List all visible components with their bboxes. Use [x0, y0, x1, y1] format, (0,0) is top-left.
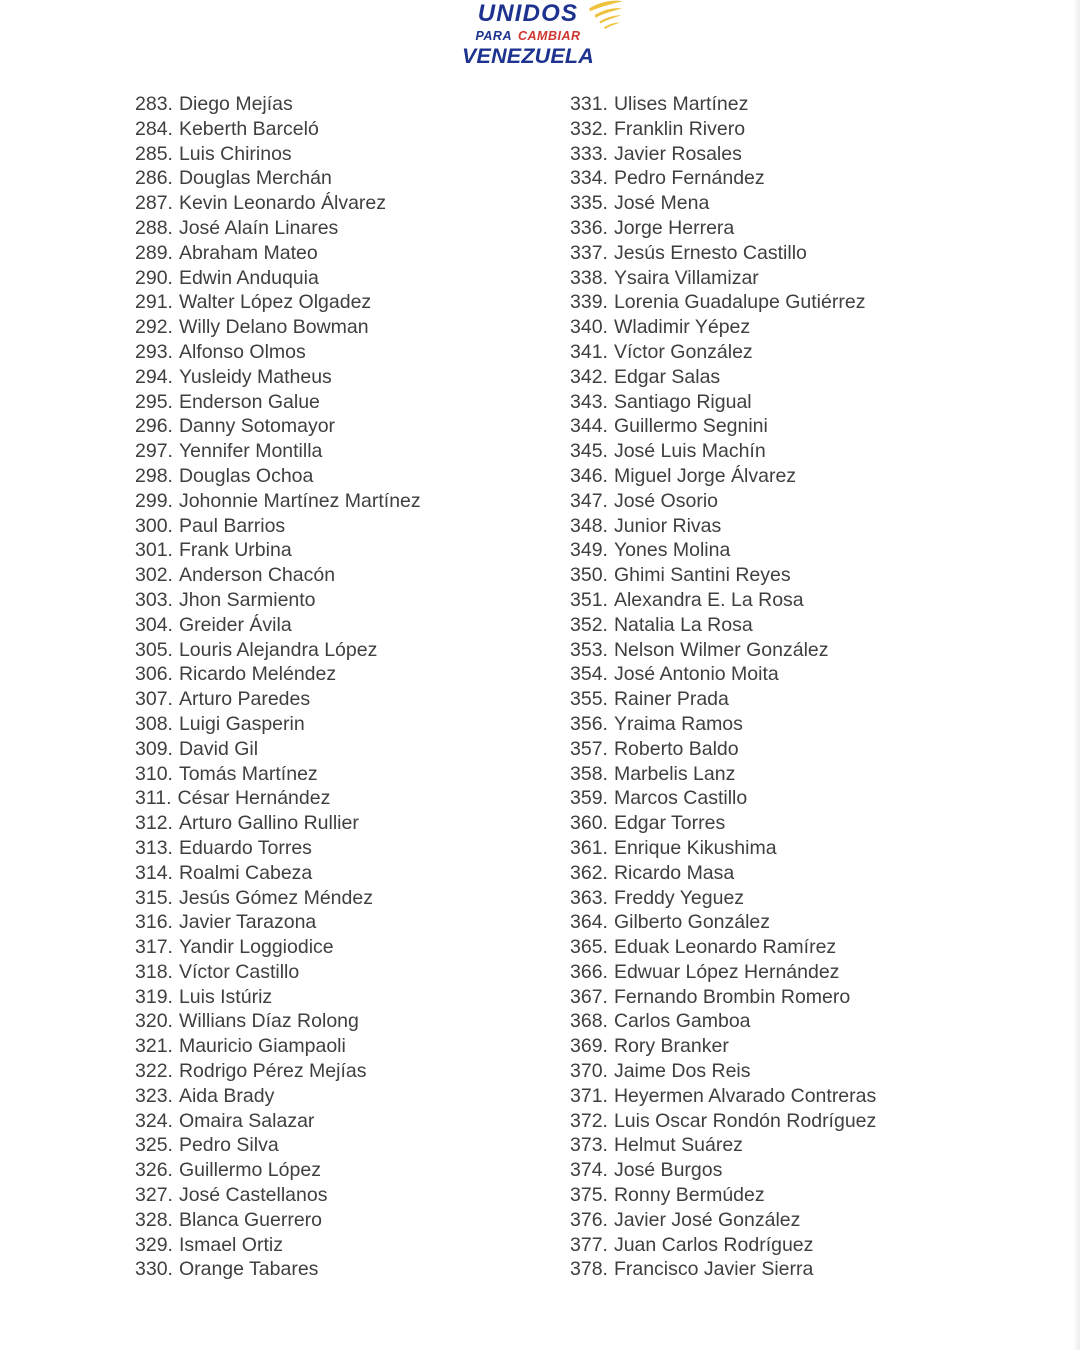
list-item-number: 307.	[135, 688, 173, 711]
list-item-name: José Osorio	[613, 489, 718, 512]
name-list	[135, 92, 1080, 1282]
list-item-name: Rainer Prada	[613, 688, 729, 711]
list-item	[570, 464, 1080, 489]
list-item-number: 312.	[135, 812, 173, 835]
list-item-number: 377.	[570, 1233, 608, 1256]
list-item	[570, 290, 1080, 315]
list-item	[570, 588, 1080, 613]
list-item	[135, 1109, 570, 1134]
list-item-name: Yones Molina	[613, 539, 731, 562]
list-item-name: Lorenia Guadalupe Gutiérrez	[613, 291, 866, 314]
list-item-number: 361.	[570, 836, 608, 859]
list-item-name: Enderson Galue	[178, 390, 320, 413]
list-item-name: Kevin Leonardo Álvarez	[178, 192, 386, 215]
list-item	[570, 92, 1080, 117]
list-item-number: 340.	[570, 316, 608, 339]
list-item-number: 293.	[135, 340, 173, 363]
list-item-number: 322.	[135, 1060, 173, 1083]
list-item	[135, 340, 570, 365]
list-item	[570, 1233, 1080, 1258]
list-item-name: Luis Chirinos	[178, 142, 292, 165]
list-item-number: 291.	[135, 291, 173, 314]
list-item-number: 352.	[570, 613, 608, 636]
list-item-name: Fernando Brombin Romero	[613, 985, 851, 1008]
list-item	[570, 613, 1080, 638]
list-item	[135, 1084, 570, 1109]
list-item-number: 358.	[570, 762, 608, 785]
list-item-name: David Gil	[178, 737, 259, 760]
list-item-number: 378.	[570, 1258, 608, 1281]
list-item	[570, 960, 1080, 985]
list-item	[570, 142, 1080, 167]
list-item	[135, 439, 570, 464]
list-item	[570, 836, 1080, 861]
list-item	[135, 1133, 570, 1158]
list-item-name: Yennifer Montilla	[178, 440, 323, 463]
list-item-name: Pedro Silva	[178, 1134, 279, 1157]
list-item-number: 305.	[135, 638, 173, 661]
list-item-number: 356.	[570, 712, 608, 735]
list-item-number: 333.	[570, 142, 608, 165]
list-item-number: 341.	[570, 340, 608, 363]
list-item-number: 364.	[570, 911, 608, 934]
list-item-number: 295.	[135, 390, 173, 413]
list-item-number: 313.	[135, 836, 173, 859]
list-item-number: 359.	[570, 787, 608, 810]
list-item	[135, 762, 570, 787]
list-item-name: Frank Urbina	[178, 539, 292, 562]
list-item	[135, 985, 570, 1010]
list-item	[570, 1158, 1080, 1183]
list-item-name: Ysaira Villamizar	[613, 266, 759, 289]
list-item	[570, 117, 1080, 142]
list-item-number: 372.	[570, 1109, 608, 1132]
list-item-number: 294.	[135, 365, 173, 388]
list-item-name: Blanca Guerrero	[178, 1208, 323, 1231]
list-item-name: Louris Alejandra López	[178, 638, 378, 661]
list-item-name: Jesús Gómez Méndez	[178, 886, 373, 909]
list-item	[135, 1233, 570, 1258]
list-item-number: 375.	[570, 1184, 608, 1207]
list-item-number: 332.	[570, 117, 608, 140]
list-item-number: 283.	[135, 93, 173, 115]
list-item-name: Ulises Martínez	[613, 93, 749, 115]
list-item-number: 327.	[135, 1184, 173, 1207]
list-item-number: 306.	[135, 663, 173, 686]
list-item-number: 321.	[135, 1035, 173, 1058]
list-item-name: Juan Carlos Rodríguez	[613, 1233, 814, 1256]
list-item	[135, 1158, 570, 1183]
list-item-name: José Castellanos	[178, 1184, 328, 1207]
list-item	[135, 1183, 570, 1208]
list-item	[570, 1257, 1080, 1282]
list-item-name: Diego Mejías	[178, 93, 293, 115]
list-item-name: Danny Sotomayor	[178, 415, 336, 438]
list-item	[135, 489, 570, 514]
list-item	[135, 910, 570, 935]
list-item-name: Edwuar López Hernández	[613, 960, 840, 983]
list-item-number: 288.	[135, 216, 173, 239]
list-item-name: Luis Istúriz	[178, 985, 273, 1008]
list-item-number: 310.	[135, 762, 173, 785]
list-item-name: Alexandra E. La Rosa	[613, 588, 804, 611]
list-item-number: 296.	[135, 415, 173, 438]
list-item-name: Wladimir Yépez	[613, 316, 751, 339]
list-item-name: Marcos Castillo	[613, 787, 748, 810]
list-item	[570, 737, 1080, 762]
list-item-number: 371.	[570, 1084, 608, 1107]
list-item	[570, 315, 1080, 340]
list-item	[135, 786, 570, 811]
list-item-name: Santiago Rigual	[613, 390, 752, 413]
list-item	[570, 538, 1080, 563]
list-item-number: 349.	[570, 539, 608, 562]
list-item-name: Orange Tabares	[178, 1258, 319, 1281]
list-item	[135, 1257, 570, 1282]
list-item-name: Jorge Herrera	[613, 216, 735, 239]
list-item-number: 289.	[135, 241, 173, 264]
list-item-number: 355.	[570, 688, 608, 711]
list-item	[135, 390, 570, 415]
list-item	[570, 241, 1080, 266]
list-item	[135, 811, 570, 836]
list-item-number: 350.	[570, 564, 608, 587]
list-item-name: Mauricio Giampaoli	[178, 1035, 346, 1058]
logo-country: VENEZUELA	[461, 43, 594, 68]
list-item-name: Luis Oscar Rondón Rodríguez	[613, 1109, 877, 1132]
list-item-name: Roberto Baldo	[613, 737, 739, 760]
list-item-number: 338.	[570, 266, 608, 289]
list-item-number: 335.	[570, 192, 608, 215]
list-item-name: José Mena	[613, 192, 710, 215]
list-item-number: 285.	[135, 142, 173, 165]
list-item	[570, 216, 1080, 241]
list-item-number: 325.	[135, 1134, 173, 1157]
list-item	[135, 92, 570, 117]
list-item-name: Marbelis Lanz	[613, 762, 736, 785]
list-item	[135, 315, 570, 340]
list-item	[570, 489, 1080, 514]
list-item-number: 324.	[135, 1109, 173, 1132]
list-item	[135, 365, 570, 390]
list-item	[570, 365, 1080, 390]
list-item	[135, 960, 570, 985]
list-item-number: 316.	[135, 911, 173, 934]
list-item	[135, 142, 570, 167]
list-item	[135, 1208, 570, 1233]
logo-subtitle-cambiar: CAMBIAR	[517, 29, 581, 43]
list-item-number: 315.	[135, 886, 173, 909]
list-item-name: Guillermo Segnini	[613, 415, 768, 438]
list-item-name: Javier Rosales	[613, 142, 742, 165]
list-item-number: 298.	[135, 464, 173, 487]
list-item-number: 360.	[570, 812, 608, 835]
list-item-name: Ronny Bermúdez	[613, 1184, 765, 1207]
list-item-name: Ricardo Meléndez	[178, 663, 337, 686]
list-item-name: Rodrigo Pérez Mejías	[178, 1060, 367, 1083]
list-item-name: Víctor González	[613, 340, 753, 363]
list-item-name: Edwin Anduquia	[178, 266, 319, 289]
list-item-name: Keberth Barceló	[178, 117, 319, 140]
list-item	[135, 538, 570, 563]
list-item-name: Rory Branker	[613, 1035, 729, 1058]
list-item-number: 343.	[570, 390, 608, 413]
list-item-name: Greider Ávila	[178, 613, 292, 636]
list-item	[570, 861, 1080, 886]
list-item-number: 297.	[135, 440, 173, 463]
list-item-number: 342.	[570, 365, 608, 388]
list-item	[570, 439, 1080, 464]
list-column-left	[135, 92, 570, 1282]
list-item	[135, 836, 570, 861]
list-item-name: José Alaín Linares	[178, 216, 339, 239]
list-item-name: Gilberto González	[613, 911, 771, 934]
list-item	[135, 1034, 570, 1059]
list-item	[135, 861, 570, 886]
list-item	[135, 166, 570, 191]
list-item-name: Eduak Leonardo Ramírez	[613, 936, 837, 959]
list-item-number: 368.	[570, 1010, 608, 1033]
list-item-name: Johonnie Martínez Martínez	[178, 489, 421, 512]
list-item-name: José Antonio Moita	[613, 663, 779, 686]
list-item-number: 367.	[570, 985, 608, 1008]
list-item-name: Aida Brady	[178, 1084, 275, 1107]
list-item-name: Edgar Torres	[613, 812, 726, 835]
list-item-name: Roalmi Cabeza	[178, 861, 313, 884]
list-item	[570, 1109, 1080, 1134]
list-item	[135, 464, 570, 489]
list-item-number: 376.	[570, 1208, 608, 1231]
list-item-number: 314.	[135, 861, 173, 884]
list-item	[570, 886, 1080, 911]
list-item-number: 323.	[135, 1084, 173, 1107]
logo-title: UNIDOS	[477, 0, 579, 27]
list-item-name: Abraham Mateo	[178, 241, 318, 264]
logo-subtitle-para: PARA	[475, 29, 512, 43]
list-item-number: 328.	[135, 1208, 173, 1231]
list-item	[570, 1034, 1080, 1059]
list-item-name: Miguel Jorge Álvarez	[613, 464, 797, 487]
list-item-number: 317.	[135, 936, 173, 959]
list-item-number: 302.	[135, 564, 173, 587]
list-item	[570, 1059, 1080, 1084]
list-item	[135, 712, 570, 737]
list-item-number: 331.	[570, 93, 608, 115]
list-item-name: Guillermo López	[178, 1159, 321, 1182]
list-item-name: Freddy Yeguez	[613, 886, 745, 909]
list-item	[135, 241, 570, 266]
list-item	[135, 588, 570, 613]
list-item-number: 366.	[570, 960, 608, 983]
list-item-number: 337.	[570, 241, 608, 264]
list-item	[570, 340, 1080, 365]
list-item-name: Walter López Olgadez	[178, 291, 372, 314]
list-item-number: 320.	[135, 1010, 173, 1033]
list-item	[135, 266, 570, 291]
list-item	[570, 910, 1080, 935]
list-item-number: 351.	[570, 588, 608, 611]
list-item-number: 348.	[570, 514, 608, 537]
list-item	[570, 514, 1080, 539]
list-item	[135, 514, 570, 539]
list-item-number: 290.	[135, 266, 173, 289]
list-item-name: Helmut Suárez	[613, 1134, 743, 1157]
list-item-name: Carlos Gamboa	[613, 1010, 751, 1033]
list-item	[570, 266, 1080, 291]
list-item-number: 345.	[570, 440, 608, 463]
list-item	[570, 786, 1080, 811]
list-item-name: Ghimi Santini Reyes	[613, 564, 791, 587]
list-item-number: 347.	[570, 489, 608, 512]
list-item-number: 362.	[570, 861, 608, 884]
list-item-name: Yraima Ramos	[613, 712, 743, 735]
list-item-name: Eduardo Torres	[178, 836, 312, 859]
list-item	[570, 1208, 1080, 1233]
list-item-number: 319.	[135, 985, 173, 1008]
list-item-name: Natalia La Rosa	[613, 613, 753, 636]
list-item	[570, 191, 1080, 216]
list-item-number: 301.	[135, 539, 173, 562]
list-item-name: Willy Delano Bowman	[178, 316, 369, 339]
list-item-number: 300.	[135, 514, 173, 537]
list-item-number: 344.	[570, 415, 608, 438]
list-item-number: 357.	[570, 737, 608, 760]
list-item-name: Douglas Merchán	[178, 167, 332, 190]
list-item-name: Yusleidy Matheus	[178, 365, 332, 388]
list-item	[135, 117, 570, 142]
list-item-name: Yandir Loggiodice	[178, 936, 334, 959]
list-item-name: Pedro Fernández	[613, 167, 765, 190]
logo-line1	[478, 2, 579, 26]
list-item-name: Javier Tarazona	[178, 911, 317, 934]
list-item-name: Arturo Gallino Rullier	[178, 812, 359, 835]
list-item	[570, 1133, 1080, 1158]
list-item-number: 334.	[570, 167, 608, 190]
list-item-number: 284.	[135, 117, 173, 140]
list-item	[570, 390, 1080, 415]
list-item-number: 374.	[570, 1159, 608, 1182]
list-item-name: Javier José González	[613, 1208, 801, 1231]
list-item	[135, 563, 570, 588]
list-item-number: 365.	[570, 936, 608, 959]
yellow-swoosh-icon	[586, 0, 626, 32]
list-item-name: Anderson Chacón	[178, 564, 336, 587]
list-item	[135, 1059, 570, 1084]
list-item	[570, 811, 1080, 836]
list-item	[570, 762, 1080, 787]
logo-subtitle	[0, 30, 1068, 43]
list-item	[135, 216, 570, 241]
list-item-name: Jesús Ernesto Castillo	[613, 241, 807, 264]
list-item	[570, 712, 1080, 737]
list-item	[570, 1009, 1080, 1034]
list-item-name: José Burgos	[613, 1159, 723, 1182]
list-item-number: 304.	[135, 613, 173, 636]
list-item-name: Ismael Ortiz	[178, 1233, 283, 1256]
list-item	[135, 687, 570, 712]
list-item	[570, 638, 1080, 663]
list-item-name: Heyermen Alvarado Contreras	[613, 1084, 877, 1107]
list-item	[135, 737, 570, 762]
list-item-name: Arturo Paredes	[178, 688, 311, 711]
list-item-name: Douglas Ochoa	[178, 464, 314, 487]
list-item-name: Jaime Dos Reis	[613, 1060, 751, 1083]
list-item-number: 373.	[570, 1134, 608, 1157]
list-item-number: 292.	[135, 316, 173, 339]
list-item	[135, 290, 570, 315]
list-item	[135, 1009, 570, 1034]
list-item-number: 309.	[135, 737, 173, 760]
list-item	[135, 414, 570, 439]
list-item-name: Franklin Rivero	[613, 117, 746, 140]
list-item-number: 311.	[135, 787, 172, 810]
list-item	[570, 662, 1080, 687]
list-item-number: 354.	[570, 663, 608, 686]
list-item	[570, 1183, 1080, 1208]
list-item-name: Edgar Salas	[613, 365, 721, 388]
list-item-name: Nelson Wilmer González	[613, 638, 829, 661]
list-item-number: 318.	[135, 960, 173, 983]
list-item	[135, 191, 570, 216]
list-item-number: 370.	[570, 1060, 608, 1083]
list-item-number: 329.	[135, 1233, 173, 1256]
list-item-name: Paul Barrios	[178, 514, 286, 537]
list-item-number: 287.	[135, 192, 173, 215]
list-item-name: Francisco Javier Sierra	[613, 1258, 814, 1281]
list-item-name: Víctor Castillo	[178, 960, 300, 983]
list-item-name: Tomás Martínez	[178, 762, 318, 785]
list-item-number: 336.	[570, 216, 608, 239]
list-item	[135, 935, 570, 960]
list-item-name: Junior Rivas	[613, 514, 722, 537]
list-item	[570, 166, 1080, 191]
list-item	[570, 935, 1080, 960]
list-item-name: José Luis Machín	[613, 440, 766, 463]
list-item	[135, 662, 570, 687]
logo	[0, 0, 1068, 67]
list-item-number: 303.	[135, 588, 173, 611]
list-item	[570, 687, 1080, 712]
list-item-name: Luigi Gasperin	[178, 712, 305, 735]
list-item	[570, 985, 1080, 1010]
list-item-number: 330.	[135, 1258, 173, 1281]
list-item-number: 363.	[570, 886, 608, 909]
list-item-number: 369.	[570, 1035, 608, 1058]
list-item-name: César Hernández	[177, 787, 331, 810]
list-item-name: Omaira Salazar	[178, 1109, 315, 1132]
list-item-number: 286.	[135, 167, 173, 190]
list-item	[135, 613, 570, 638]
list-item-name: Jhon Sarmiento	[178, 588, 316, 611]
list-item-number: 346.	[570, 464, 608, 487]
list-column-right	[570, 92, 1080, 1282]
list-item-number: 326.	[135, 1159, 173, 1182]
list-item-number: 353.	[570, 638, 608, 661]
list-item-name: Ricardo Masa	[613, 861, 735, 884]
list-item-number: 299.	[135, 489, 173, 512]
list-item	[570, 414, 1080, 439]
list-item-name: Alfonso Olmos	[178, 340, 306, 363]
list-item-name: Willians Díaz Rolong	[178, 1010, 359, 1033]
list-item-name: Enrique Kikushima	[613, 836, 777, 859]
list-item	[135, 638, 570, 663]
list-item-number: 308.	[135, 712, 173, 735]
list-item	[570, 1084, 1080, 1109]
list-item	[135, 886, 570, 911]
list-item	[570, 563, 1080, 588]
list-item-number: 339.	[570, 291, 608, 314]
